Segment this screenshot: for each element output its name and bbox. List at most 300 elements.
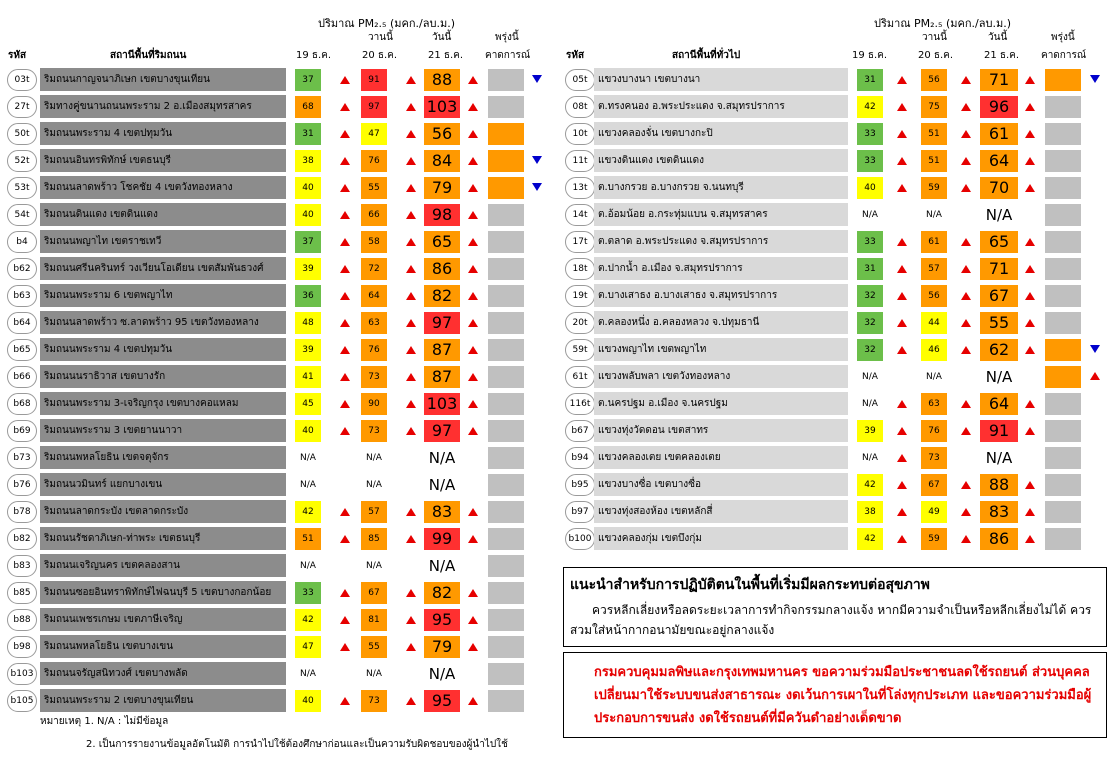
trend-up-icon	[1025, 76, 1035, 84]
trend-up-icon	[961, 400, 971, 408]
station-code: b103	[7, 663, 37, 685]
value-21dec: 56	[424, 123, 460, 145]
forecast-cell	[1045, 447, 1081, 469]
trend-up-icon	[1025, 508, 1035, 516]
station-name: ริมถนนลาดพร้าว โชคชัย 4 เขตวังทองหลาง	[40, 176, 286, 199]
station-name: ริมถนนพระราม 6 เขตพญาไท	[40, 284, 286, 307]
value-19dec: N/A	[300, 561, 316, 571]
value-19dec: 31	[857, 69, 883, 91]
value-19dec: N/A	[300, 453, 316, 463]
value-20dec: N/A	[926, 372, 942, 382]
right-pm-title: ปริมาณ PM₂.₅ (มคก./ลบ.ม.)	[874, 17, 1011, 30]
value-20dec: 64	[361, 285, 387, 307]
station-name: ต.อ้อมน้อย อ.กระทุ่มแบน จ.สมุทรสาคร	[594, 203, 848, 226]
station-name: ริมถนนลาดพร้าว ซ.ลาดพร้าว 95 เขตวังทองหลาง	[40, 311, 286, 334]
right-day2-header: 20 ธ.ค.	[918, 50, 954, 61]
table-row	[0, 500, 1112, 524]
trend-up-icon	[897, 130, 907, 138]
trend-up-icon	[1025, 184, 1035, 192]
table-row	[0, 446, 1112, 470]
station-code: 50t	[7, 123, 37, 145]
right-day1-header: 19 ธ.ค.	[852, 50, 888, 61]
value-21dec: N/A	[428, 665, 456, 683]
station-name: ริมถนนพระราม 3-เจริญกรุง เขตบางคอแหลม	[40, 392, 286, 415]
station-name: ต.คลองหนึ่ง อ.คลองหลวง จ.ปทุมธานี	[594, 311, 848, 334]
value-21dec: 103	[424, 96, 460, 118]
station-code: b98	[7, 636, 37, 658]
value-21dec: N/A	[428, 557, 456, 575]
value-19dec: 37	[295, 69, 321, 91]
left-tomorrow-label: พรุ่งนี้	[495, 32, 519, 43]
value-21dec: 79	[424, 177, 460, 199]
value-19dec: N/A	[862, 372, 878, 382]
station-name: แขวงคลองเตย เขตคลองเตย	[594, 446, 848, 469]
value-21dec: 87	[424, 339, 460, 361]
right-day3-header: 21 ธ.ค.	[984, 50, 1020, 61]
value-19dec: 33	[295, 582, 321, 604]
value-21dec: N/A	[985, 368, 1013, 386]
value-21dec: 79	[424, 636, 460, 658]
trend-up-icon	[897, 292, 907, 300]
trend-up-icon	[961, 319, 971, 327]
trend-up-icon	[961, 157, 971, 165]
station-name: ริมถนนพหลโยธิน เขตจตุจักร	[40, 446, 286, 469]
value-20dec: 49	[921, 501, 947, 523]
value-19dec: 42	[857, 528, 883, 550]
left-today-label: วันนี้	[432, 32, 452, 43]
value-21dec: 55	[980, 312, 1018, 334]
forecast-cell	[1045, 339, 1081, 361]
value-19dec: 37	[295, 231, 321, 253]
value-19dec: 32	[857, 285, 883, 307]
value-21dec: 71	[980, 69, 1018, 91]
forecast-cell	[488, 663, 524, 685]
station-name: ต.ตลาด อ.พระประแดง จ.สมุทรปราการ	[594, 230, 848, 253]
value-20dec: 61	[921, 231, 947, 253]
station-code: 59t	[565, 339, 595, 361]
station-name: แขวงพญาไท เขตพญาไท	[594, 338, 848, 361]
value-20dec: 76	[361, 150, 387, 172]
trend-up-icon	[897, 508, 907, 516]
station-name: แขวงทุ่งวัดดอน เขตสาทร	[594, 419, 848, 442]
table-row	[0, 473, 1112, 497]
forecast-cell	[1045, 366, 1081, 388]
trend-up-icon	[1025, 319, 1035, 327]
table-row	[0, 203, 1112, 227]
value-20dec: N/A	[366, 480, 382, 490]
station-name: ริมถนนลาดกระบัง เขตลาดกระบัง	[40, 500, 286, 523]
value-20dec: 66	[361, 204, 387, 226]
trend-up-icon	[961, 292, 971, 300]
trend-up-icon	[961, 481, 971, 489]
station-code: 54t	[7, 204, 37, 226]
trend-up-icon	[1025, 130, 1035, 138]
table-row	[0, 122, 1112, 146]
health-advice-title: แนะนำสำหรับการปฏิบัติตนในพื้นที่เริ่มมีผลกระทบต่อสุขภาพ	[570, 577, 930, 593]
station-name: ริมถนนอินทรพิทักษ์ เขตธนบุรี	[40, 149, 286, 172]
value-19dec: 32	[857, 312, 883, 334]
value-19dec: N/A	[300, 480, 316, 490]
value-21dec: 84	[424, 150, 460, 172]
station-code: b63	[7, 285, 37, 307]
value-20dec: 73	[361, 366, 387, 388]
value-20dec: 72	[361, 258, 387, 280]
value-20dec: 44	[921, 312, 947, 334]
station-code: b68	[7, 393, 37, 415]
value-21dec: 88	[424, 69, 460, 91]
station-code: b85	[7, 582, 37, 604]
station-name: ริมถนนกาญจนาภิเษก เขตบางขุนเทียน	[40, 68, 286, 91]
left-day3-header: 21 ธ.ค.	[428, 50, 464, 61]
station-name: ต.บางกรวย อ.บางกรวย จ.นนทบุรี	[594, 176, 848, 199]
trend-up-icon	[897, 157, 907, 165]
forecast-cell	[488, 582, 524, 604]
value-19dec: 47	[295, 636, 321, 658]
station-code: 05t	[565, 69, 595, 91]
value-20dec: N/A	[366, 561, 382, 571]
trend-up-icon	[1025, 400, 1035, 408]
forecast-cell	[1045, 393, 1081, 415]
value-20dec: 58	[361, 231, 387, 253]
station-code: 10t	[565, 123, 595, 145]
station-name: ต.นครปฐม อ.เมือง จ.นครปฐม	[594, 392, 848, 415]
value-21dec: 65	[424, 231, 460, 253]
value-21dec: 65	[980, 231, 1018, 253]
trend-up-icon	[897, 346, 907, 354]
value-19dec: N/A	[862, 399, 878, 409]
right-today-label: วันนี้	[988, 32, 1008, 43]
value-21dec: N/A	[428, 476, 456, 494]
value-21dec: N/A	[428, 449, 456, 467]
campaign-text: กรมควบคุมมลพิษและกรุงเทพมหานคร ขอความร่วมมือประชาชนลดใช้รถยนต์ ส่วนบุคคล เปลี่ยนมาใช้ระบบขนส่งสาธารณะ งดเว้นการเผาในที่โล่งทุกประเภท และขอความร่วมมือผู้ประกอบการขนส่ง งดใช้รถยนต์ที่มีควันดำอย่างเด็ดขาด	[594, 665, 1092, 726]
trend-up-icon	[961, 130, 971, 138]
value-19dec: 42	[857, 474, 883, 496]
table-row	[0, 527, 1112, 551]
station-name: ต.ปากน้ำ อ.เมือง จ.สมุทรปราการ	[594, 257, 848, 280]
left-pm-title: ปริมาณ PM₂.₅ (มคก./ลบ.ม.)	[318, 17, 455, 30]
station-code: 19t	[565, 285, 595, 307]
forecast-cell	[1045, 474, 1081, 496]
station-name: แขวงพลับพลา เขตวังทองหลาง	[594, 365, 848, 388]
value-21dec: 91	[980, 420, 1018, 442]
station-code: 61t	[565, 366, 595, 388]
station-name: ริมทางคู่ขนานถนนพระราม 2 อ.เมืองสมุทรสาคร	[40, 95, 286, 118]
value-20dec: 75	[921, 96, 947, 118]
trend-up-icon	[897, 238, 907, 246]
value-21dec: 96	[980, 96, 1018, 118]
value-19dec: 33	[857, 150, 883, 172]
station-code: b65	[7, 339, 37, 361]
trend-up-icon	[897, 103, 907, 111]
table-row	[0, 419, 1112, 443]
trend-up-icon	[340, 616, 350, 624]
value-21dec: N/A	[985, 449, 1013, 467]
forecast-cell	[488, 609, 524, 631]
trend-up-icon	[961, 427, 971, 435]
forecast-cell	[1045, 177, 1081, 199]
table-row	[0, 284, 1112, 308]
value-19dec: 40	[295, 177, 321, 199]
note-2: 2. เป็นการรายงานข้อมูลอัตโนมัติ การนำไปใช้ต้องศึกษาก่อนและเป็นความรับผิดชอบของผู้นำไปใช้	[86, 739, 508, 750]
station-code: b64	[7, 312, 37, 334]
station-code: b69	[7, 420, 37, 442]
trend-up-icon	[961, 103, 971, 111]
right-code-header: รหัส	[566, 50, 585, 61]
forecast-cell	[1045, 501, 1081, 523]
left-forecast-header: คาดการณ์	[485, 50, 531, 61]
value-19dec: 36	[295, 285, 321, 307]
value-20dec: 63	[921, 393, 947, 415]
left-yesterday-label: วานนี้	[368, 32, 393, 43]
trend-up-icon	[468, 616, 478, 624]
value-20dec: 57	[921, 258, 947, 280]
value-21dec: 64	[980, 150, 1018, 172]
value-20dec: 85	[361, 528, 387, 550]
value-20dec: 51	[921, 123, 947, 145]
value-21dec: N/A	[985, 206, 1013, 224]
value-21dec: 62	[980, 339, 1018, 361]
right-forecast-header: คาดการณ์	[1041, 50, 1087, 61]
value-21dec: 61	[980, 123, 1018, 145]
value-19dec: 40	[295, 204, 321, 226]
right-yesterday-label: วานนี้	[922, 32, 947, 43]
value-20dec: N/A	[366, 453, 382, 463]
value-20dec: 90	[361, 393, 387, 415]
station-code: 20t	[565, 312, 595, 334]
forecast-down-icon	[1090, 345, 1100, 353]
value-20dec: 56	[921, 285, 947, 307]
trend-up-icon	[897, 319, 907, 327]
value-21dec: 82	[424, 582, 460, 604]
station-code: b78	[7, 501, 37, 523]
station-name: ริมถนนเพชรเกษม เขตภาษีเจริญ	[40, 608, 286, 631]
station-name: แขวงทุ่งสองห้อง เขตหลักสี่	[594, 500, 848, 523]
value-21dec: 99	[424, 528, 460, 550]
station-name: ริมถนนดินแดง เขตดินแดง	[40, 203, 286, 226]
trend-up-icon	[468, 643, 478, 651]
value-19dec: 39	[857, 420, 883, 442]
value-19dec: 68	[295, 96, 321, 118]
value-19dec: 40	[295, 420, 321, 442]
trend-up-icon	[1025, 103, 1035, 111]
station-name: แขวงดินแดง เขตดินแดง	[594, 149, 848, 172]
value-20dec: N/A	[366, 669, 382, 679]
station-name: ริมถนนพระราม 4 เขตปทุมวัน	[40, 122, 286, 145]
table-row	[0, 365, 1112, 389]
value-21dec: 95	[424, 609, 460, 631]
station-code: 52t	[7, 150, 37, 172]
value-19dec: 42	[295, 609, 321, 631]
trend-up-icon	[406, 643, 416, 651]
value-20dec: 47	[361, 123, 387, 145]
station-code: 27t	[7, 96, 37, 118]
station-code: b73	[7, 447, 37, 469]
trend-up-icon	[961, 535, 971, 543]
left-day1-header: 19 ธ.ค.	[296, 50, 332, 61]
station-name: ริมถนนรัชดาภิเษก-ท่าพระ เขตธนบุรี	[40, 527, 286, 550]
trend-up-icon	[340, 697, 350, 705]
forecast-cell	[488, 555, 524, 577]
station-name: ริมถนนพระราม 3 เขตยานนาวา	[40, 419, 286, 442]
station-name: แขวงคลองจั่น เขตบางกะปิ	[594, 122, 848, 145]
trend-up-icon	[961, 238, 971, 246]
station-name: ริมถนนวมินทร์ แยกบางเขน	[40, 473, 286, 496]
value-19dec: 51	[295, 528, 321, 550]
value-20dec: 63	[361, 312, 387, 334]
trend-up-icon	[406, 616, 416, 624]
value-20dec: 73	[361, 690, 387, 712]
value-19dec: N/A	[300, 669, 316, 679]
health-advice-box	[563, 567, 1107, 647]
value-21dec: 67	[980, 285, 1018, 307]
forecast-cell	[1045, 150, 1081, 172]
forecast-cell	[1045, 204, 1081, 226]
campaign-box	[563, 652, 1107, 738]
station-code: b66	[7, 366, 37, 388]
table-row	[0, 68, 1112, 92]
forecast-cell	[488, 636, 524, 658]
value-20dec: 51	[921, 150, 947, 172]
table-row	[0, 176, 1112, 200]
station-name: ริมถนนพหลโยธิน เขตบางเขน	[40, 635, 286, 658]
value-19dec: 38	[295, 150, 321, 172]
value-20dec: 73	[361, 420, 387, 442]
station-name: ริมถนนนราธิวาส เขตบางรัก	[40, 365, 286, 388]
value-19dec: 45	[295, 393, 321, 415]
station-code: 13t	[565, 177, 595, 199]
trend-up-icon	[340, 589, 350, 597]
trend-up-icon	[1025, 238, 1035, 246]
trend-up-icon	[897, 400, 907, 408]
value-21dec: 70	[980, 177, 1018, 199]
value-19dec: 41	[295, 366, 321, 388]
trend-up-icon	[897, 481, 907, 489]
value-20dec: 59	[921, 528, 947, 550]
station-name: ต.ทรงคนอง อ.พระประแดง จ.สมุทรปราการ	[594, 95, 848, 118]
value-21dec: 103	[424, 393, 460, 415]
trend-up-icon	[406, 697, 416, 705]
value-21dec: 88	[980, 474, 1018, 496]
value-19dec: 33	[857, 231, 883, 253]
value-20dec: 81	[361, 609, 387, 631]
health-advice-body: ควรหลีกเลี่ยงหรือลดระยะเวลาการทำกิจกรรมกลางแจ้ง หากมีความจำเป็นหรือหลีกเลี่ยงไม่ได้ ควรสวมใส่หน้ากากอนามัยขณะอยู่กลางแจ้ง	[570, 603, 1092, 637]
forecast-down-icon	[1090, 75, 1100, 83]
value-20dec: 46	[921, 339, 947, 361]
station-code: 08t	[565, 96, 595, 118]
station-name: ริมถนนศรีนครินทร์ วงเวียนโอเดียน เขตสัมพันธวงศ์	[40, 257, 286, 280]
value-20dec: 97	[361, 96, 387, 118]
trend-up-icon	[897, 454, 907, 462]
forecast-cell	[1045, 96, 1081, 118]
station-name: ริมถนนจรัญสนิทวงศ์ เขตบางพลัด	[40, 662, 286, 685]
station-code: 116t	[565, 393, 595, 415]
value-21dec: 82	[424, 285, 460, 307]
value-20dec: 67	[361, 582, 387, 604]
trend-up-icon	[897, 535, 907, 543]
station-code: 17t	[565, 231, 595, 253]
trend-up-icon	[340, 643, 350, 651]
forecast-cell	[1045, 231, 1081, 253]
table-row	[0, 149, 1112, 173]
table-row	[0, 338, 1112, 362]
value-21dec: 97	[424, 420, 460, 442]
value-19dec: 31	[295, 123, 321, 145]
trend-up-icon	[1025, 427, 1035, 435]
trend-up-icon	[406, 589, 416, 597]
station-code: 53t	[7, 177, 37, 199]
value-20dec: 76	[921, 420, 947, 442]
station-code: b82	[7, 528, 37, 550]
forecast-cell	[1045, 123, 1081, 145]
value-20dec: 91	[361, 69, 387, 91]
forecast-cell	[1045, 258, 1081, 280]
station-code: 03t	[7, 69, 37, 91]
trend-up-icon	[897, 265, 907, 273]
station-code: b67	[565, 420, 595, 442]
station-code: b105	[7, 690, 37, 712]
trend-up-icon	[897, 184, 907, 192]
table-row	[0, 95, 1112, 119]
note-1: หมายเหตุ 1. N/A : ไม่มีข้อมูล	[40, 716, 169, 727]
station-code: b83	[7, 555, 37, 577]
left-day2-header: 20 ธ.ค.	[362, 50, 398, 61]
forecast-cell	[1045, 312, 1081, 334]
value-19dec: 42	[857, 96, 883, 118]
station-name: ริมถนนพญาไท เขตราชเทวี	[40, 230, 286, 253]
station-name: ริมถนนพระราม 2 เขตบางขุนเทียน	[40, 689, 286, 712]
value-21dec: 87	[424, 366, 460, 388]
trend-up-icon	[961, 346, 971, 354]
value-20dec: N/A	[926, 210, 942, 220]
trend-up-icon	[961, 184, 971, 192]
trend-up-icon	[961, 508, 971, 516]
trend-up-icon	[1025, 481, 1035, 489]
value-19dec: 38	[857, 501, 883, 523]
table-row	[0, 311, 1112, 335]
station-name: ต.บางเสาธง อ.บางเสาธง จ.สมุทรปราการ	[594, 284, 848, 307]
value-19dec: 31	[857, 258, 883, 280]
value-21dec: 71	[980, 258, 1018, 280]
station-code: b88	[7, 609, 37, 631]
value-21dec: 86	[980, 528, 1018, 550]
value-19dec: 40	[857, 177, 883, 199]
station-code: 18t	[565, 258, 595, 280]
right-station-header: สถานีพื้นที่ทั่วไป	[672, 50, 741, 61]
value-20dec: 76	[361, 339, 387, 361]
trend-up-icon	[961, 265, 971, 273]
value-19dec: 32	[857, 339, 883, 361]
value-21dec: 83	[424, 501, 460, 523]
forecast-cell	[488, 690, 524, 712]
value-20dec: 59	[921, 177, 947, 199]
value-21dec: 97	[424, 312, 460, 334]
value-21dec: 64	[980, 393, 1018, 415]
forecast-cell	[1045, 528, 1081, 550]
value-19dec: 39	[295, 339, 321, 361]
value-21dec: 98	[424, 204, 460, 226]
value-21dec: 86	[424, 258, 460, 280]
value-20dec: 55	[361, 636, 387, 658]
station-name: ริมถนนซอยอินทราพิทักษ์ไฟฉนบุรี 5 เขตบางกอกน้อย	[40, 581, 286, 604]
station-name: แขวงบางซื่อ เขตบางซื่อ	[594, 473, 848, 496]
value-19dec: 48	[295, 312, 321, 334]
table-row	[0, 392, 1112, 416]
left-code-header: รหัส	[8, 50, 27, 61]
value-19dec: 40	[295, 690, 321, 712]
trend-up-icon	[1025, 346, 1035, 354]
left-station-header: สถานีพื้นที่ริมถนน	[110, 50, 187, 61]
station-code: b4	[7, 231, 37, 253]
